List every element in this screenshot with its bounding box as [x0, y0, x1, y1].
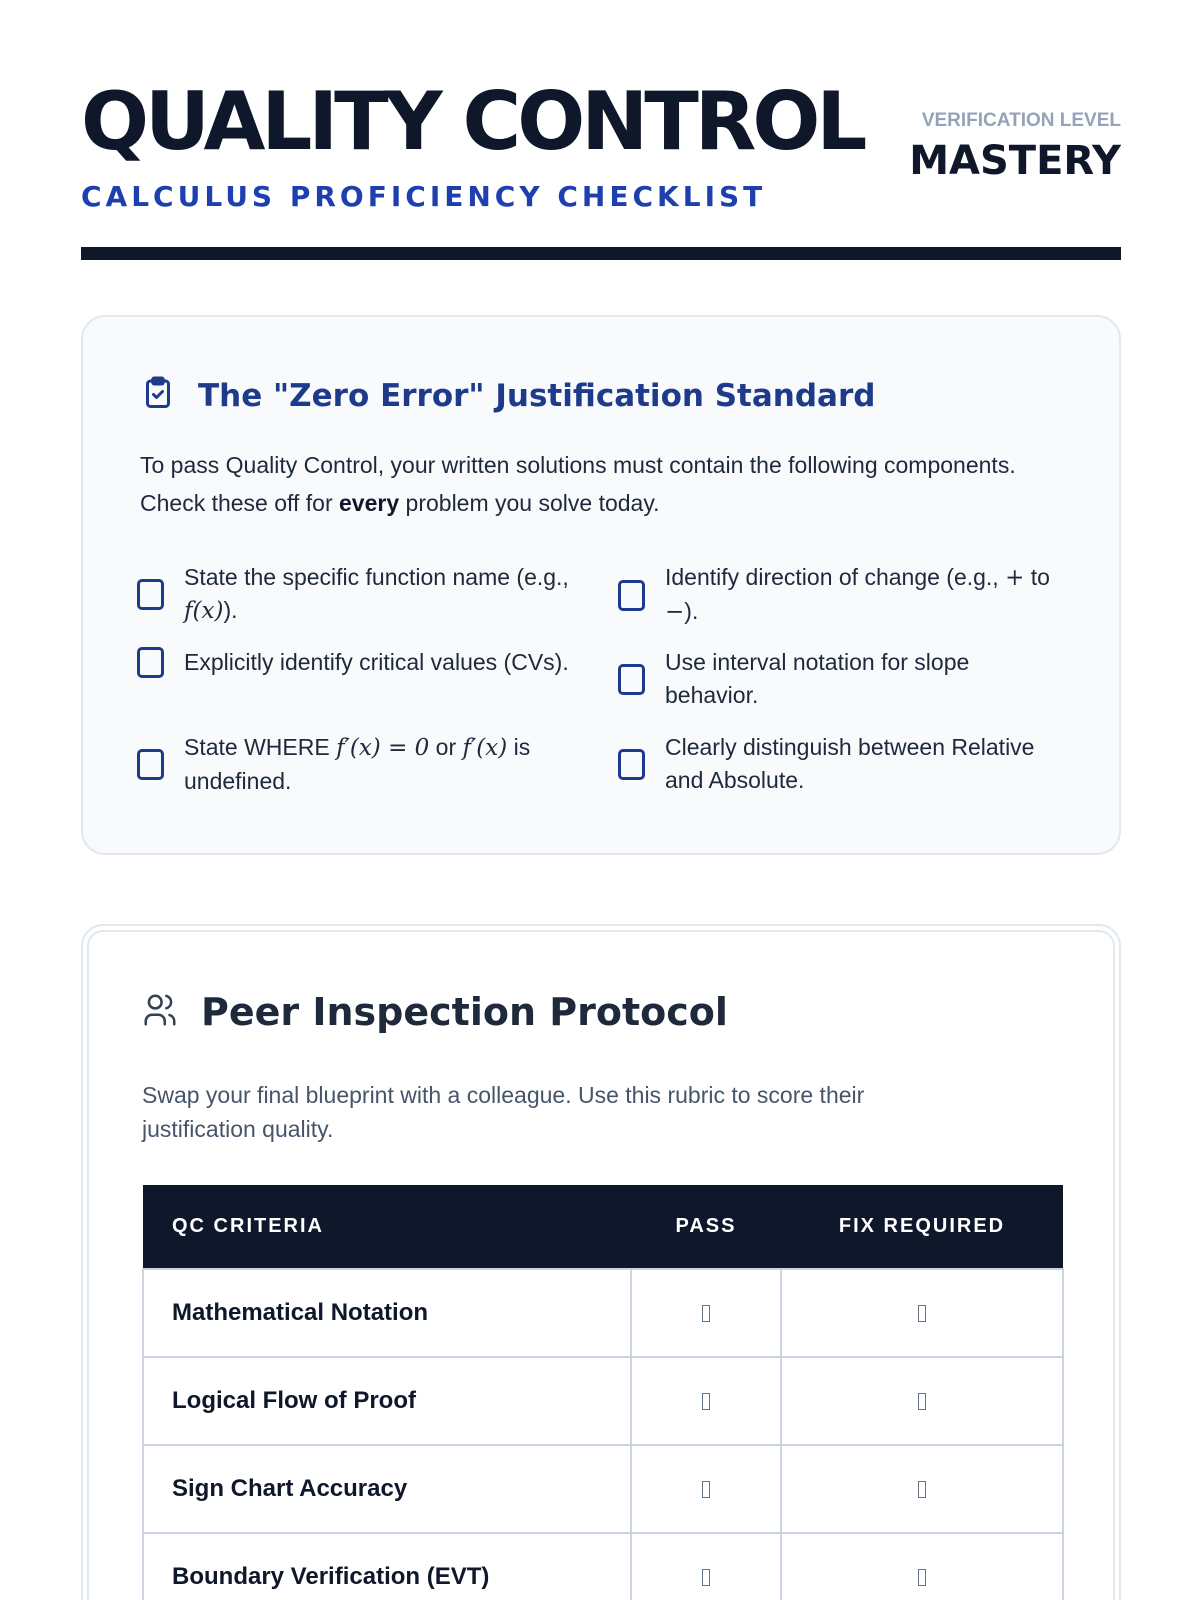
pass-cell[interactable]: [631, 1357, 781, 1445]
checklist-item-label: Identify direction of change (e.g., + to −).: [665, 564, 1050, 625]
pass-checkbox-glyph[interactable]: [702, 1481, 710, 1498]
peer-inspection-title: Peer Inspection Protocol: [201, 990, 728, 1034]
table-row: [143, 1445, 1063, 1533]
page-title: QUALITY CONTROL: [81, 75, 864, 168]
checklist-item-label: Clearly distinguish between Relative and Absolute.: [665, 734, 1035, 793]
verification-level-value: MASTERY: [909, 138, 1121, 184]
pass-checkbox-glyph[interactable]: [702, 1305, 710, 1322]
fix-checkbox-glyph[interactable]: [918, 1305, 926, 1322]
criteria-cell: Mathematical Notation: [143, 1269, 631, 1357]
justification-standard-heading: [140, 375, 875, 416]
peer-inspection-intro: Swap your final blueprint with a colleague. Use this rubric to score their justification quality.: [142, 1082, 865, 1142]
justification-standard-card: [81, 315, 1121, 855]
checkbox[interactable]: [137, 579, 164, 610]
fix-required-cell[interactable]: [781, 1269, 1063, 1357]
checkbox[interactable]: [137, 647, 164, 678]
checkbox[interactable]: [137, 749, 164, 780]
table-header-row: [143, 1185, 1063, 1269]
checklist-item-label: Explicitly identify critical values (CVs).: [184, 649, 569, 675]
pass-cell[interactable]: [631, 1533, 781, 1600]
page-header: [81, 75, 1121, 262]
users-icon: [141, 991, 179, 1034]
fix-required-cell[interactable]: [781, 1533, 1063, 1600]
peer-inspection-heading: [141, 990, 728, 1034]
checklist-item-critical-values[interactable]: [137, 646, 577, 679]
criteria-cell: Boundary Verification (EVT): [143, 1533, 631, 1600]
checkbox[interactable]: [618, 664, 645, 695]
checklist-item-interval-notation[interactable]: [618, 646, 1058, 712]
pass-checkbox-glyph[interactable]: [702, 1393, 710, 1410]
header-divider: [81, 247, 1121, 260]
column-header-fix-required: FIX REQUIRED: [781, 1185, 1063, 1269]
column-header-pass: PASS: [631, 1185, 781, 1269]
table-row: [143, 1357, 1063, 1445]
intro-emphasis: every: [339, 490, 400, 516]
criteria-cell: Sign Chart Accuracy: [143, 1445, 631, 1533]
table-row: [143, 1269, 1063, 1357]
checklist-item-relative-absolute[interactable]: [618, 731, 1058, 797]
criteria-cell: Logical Flow of Proof: [143, 1357, 631, 1445]
checkbox[interactable]: [618, 580, 645, 611]
fix-checkbox-glyph[interactable]: [918, 1393, 926, 1410]
pass-checkbox-glyph[interactable]: [702, 1569, 710, 1586]
qc-rubric-table: [142, 1185, 1064, 1600]
pass-cell[interactable]: [631, 1445, 781, 1533]
justification-intro: [140, 446, 1040, 522]
checklist-item-label: Use interval notation for slope behavior.: [665, 649, 970, 708]
fix-required-cell[interactable]: [781, 1357, 1063, 1445]
checklist-item-derivative-zero[interactable]: [137, 731, 577, 798]
fix-required-cell[interactable]: [781, 1445, 1063, 1533]
fix-checkbox-glyph[interactable]: [918, 1481, 926, 1498]
table-row: [143, 1533, 1063, 1600]
intro-text-start: To pass Quality Control, your written solutions must contain the following components. Check these off for: [140, 452, 1016, 516]
peer-inspection-card: [81, 924, 1121, 1600]
fix-checkbox-glyph[interactable]: [918, 1569, 926, 1586]
intro-text-end: problem you solve today.: [399, 490, 660, 516]
page-subtitle: CALCULUS PROFICIENCY CHECKLIST: [81, 180, 767, 213]
checklist-item-label: State WHERE f′(x) = 0 or f′(x) is undefined.: [184, 734, 531, 794]
clipboard-check-icon: [140, 375, 176, 416]
checklist-item-function-name[interactable]: [137, 561, 577, 628]
checklist-item-direction-of-change[interactable]: [618, 561, 1058, 629]
pass-cell[interactable]: [631, 1269, 781, 1357]
column-header-criteria: QC CRITERIA: [143, 1185, 631, 1269]
verification-level-label: VERIFICATION LEVEL: [921, 110, 1121, 131]
verification-level: [909, 110, 1121, 184]
checkbox[interactable]: [618, 749, 645, 780]
justification-standard-title: The "Zero Error" Justification Standard: [198, 377, 876, 414]
checklist-item-label: State the specific function name (e.g., f(x)).: [184, 564, 569, 624]
